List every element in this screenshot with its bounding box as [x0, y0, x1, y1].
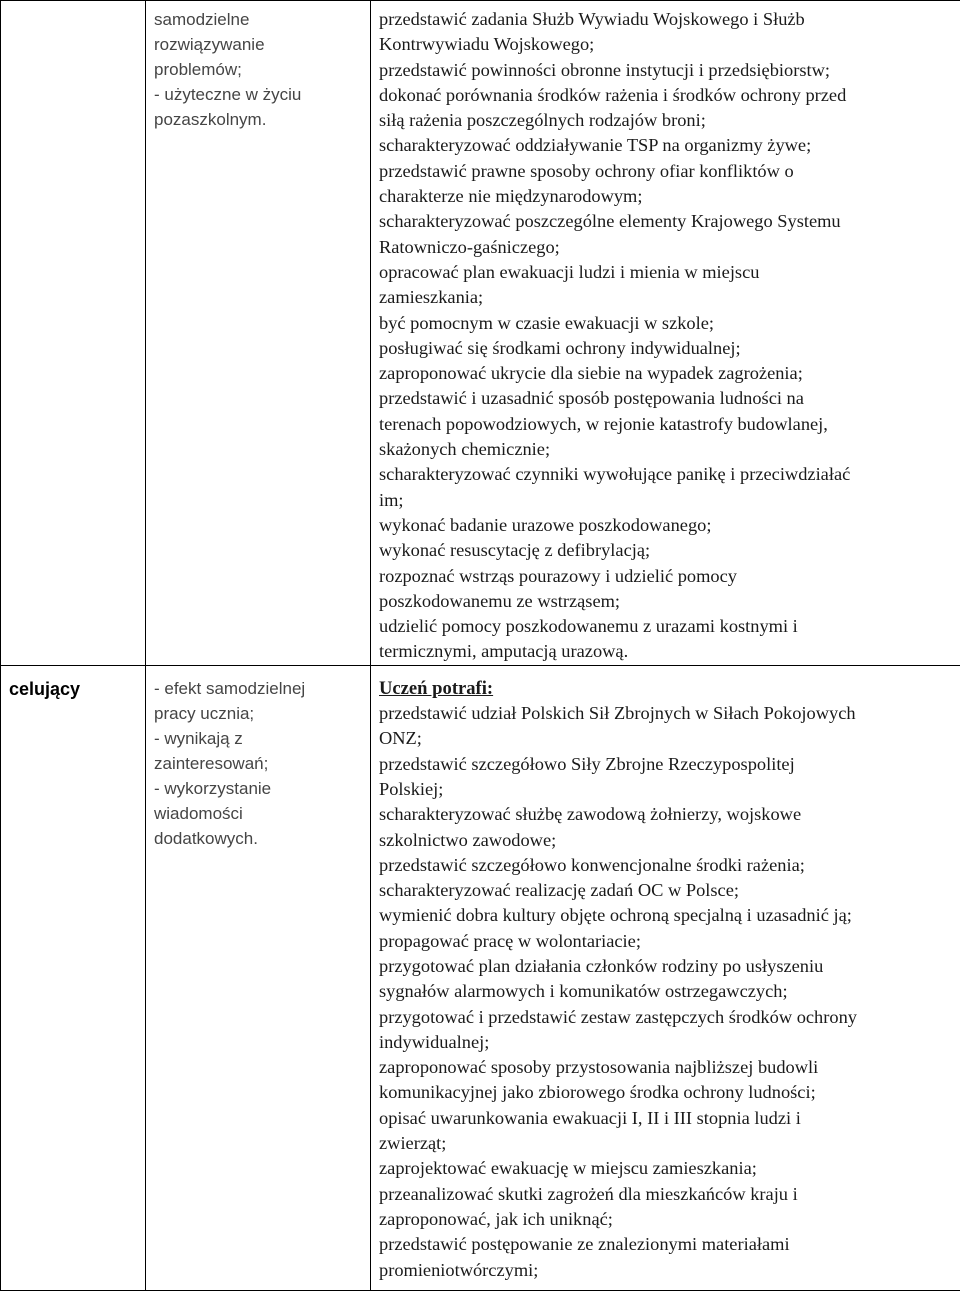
- criteria-line: wiadomości: [154, 801, 364, 826]
- criteria-line: pozaszkolnym.: [154, 107, 364, 132]
- skill-line: zwierząt;: [379, 1131, 954, 1156]
- skill-line: scharakteryzować służbę zawodową żołnierzy, wojskowe: [379, 802, 954, 827]
- skill-line: przedstawić udział Polskich Sił Zbrojnych w Siłach Pokojowych: [379, 701, 954, 726]
- skill-line: zaproponować sposoby przystosowania najbliższej budowli: [379, 1055, 954, 1080]
- skill-line: termicznymi, amputacją urazową.: [379, 639, 954, 664]
- skill-line: zaprojektować ewakuację w miejscu zamieszkania;: [379, 1156, 954, 1181]
- grade-cell: [1, 1, 146, 666]
- criteria-line: - użyteczne w życiu: [154, 82, 364, 107]
- skills-list: [371, 1, 960, 665]
- skill-line: przygotować plan działania członków rodziny po usłyszeniu: [379, 954, 954, 979]
- criteria-cell: [146, 1, 371, 666]
- skill-line: zaproponować, jak ich uniknąć;: [379, 1207, 954, 1232]
- criteria-line: - wykorzystanie: [154, 776, 364, 801]
- table-row: [1, 1, 960, 666]
- skill-line: Ratowniczo-gaśniczego;: [379, 235, 954, 260]
- skill-line: Kontrwywiadu Wojskowego;: [379, 32, 954, 57]
- skill-line: terenach popowodziowych, w rejonie katastrofy budowlanej,: [379, 412, 954, 437]
- criteria-line: dodatkowych.: [154, 826, 364, 851]
- skill-line: rozpoznać wstrząs pourazowy i udzielić pomocy: [379, 564, 954, 589]
- skill-line: przedstawić postępowanie ze znalezionymi materiałami: [379, 1232, 954, 1257]
- skill-line: scharakteryzować poszczególne elementy Krajowego Systemu: [379, 209, 954, 234]
- skills-cell: [371, 1, 960, 666]
- skill-line: sygnałów alarmowych i komunikatów ostrzegawczych;: [379, 979, 954, 1004]
- skill-line: przedstawić powinności obronne instytucji i przedsiębiorstw;: [379, 58, 954, 83]
- skill-line: im;: [379, 488, 954, 513]
- skill-line: dokonać porównania środków rażenia i środków ochrony przed: [379, 83, 954, 108]
- criteria-line: rozwiązywanie: [154, 32, 364, 57]
- skill-line: opisać uwarunkowania ewakuacji I, II i III stopnia ludzi i: [379, 1106, 954, 1131]
- criteria-line: problemów;: [154, 57, 364, 82]
- skill-line: scharakteryzować realizację zadań OC w Polsce;: [379, 878, 954, 903]
- skill-line: poszkodowanemu ze wstrząsem;: [379, 589, 954, 614]
- skill-line: przedstawić prawne sposoby ochrony ofiar konfliktów o: [379, 159, 954, 184]
- skill-line: zamieszkania;: [379, 285, 954, 310]
- skill-line: wykonać resuscytację z defibrylacją;: [379, 538, 954, 563]
- skill-line: przedstawić i uzasadnić sposób postępowania ludności na: [379, 386, 954, 411]
- skill-line: posługiwać się środkami ochrony indywidualnej;: [379, 336, 954, 361]
- skill-line: przedstawić zadania Służb Wywiadu Wojskowego i Służb: [379, 7, 954, 32]
- skill-line: scharakteryzować czynniki wywołujące panikę i przeciwdziałać: [379, 462, 954, 487]
- criteria-line: pracy ucznia;: [154, 701, 364, 726]
- criteria-text: [146, 666, 370, 851]
- skill-line: promieniotwórczymi;: [379, 1258, 954, 1283]
- grade-label: celujący: [1, 666, 145, 702]
- criteria-text: [146, 1, 370, 132]
- skill-line: komunikacyjnej jako zbiorowego środka ochrony ludności;: [379, 1080, 954, 1105]
- section-heading: Uczeń potrafi:: [379, 676, 954, 701]
- skill-line: skażonych chemicznie;: [379, 437, 954, 462]
- skill-line: przeanalizować skutki zagrożeń dla mieszkańców kraju i: [379, 1182, 954, 1207]
- skill-line: być pomocnym w czasie ewakuacji w szkole;: [379, 311, 954, 336]
- criteria-cell: [146, 665, 371, 1290]
- criteria-line: - efekt samodzielnej: [154, 676, 364, 701]
- skill-line: ONZ;: [379, 726, 954, 751]
- table-row: [1, 665, 960, 1290]
- skills-list: [371, 666, 960, 1283]
- criteria-line: - wynikają z: [154, 726, 364, 751]
- skill-line: indywidualnej;: [379, 1030, 954, 1055]
- skill-line: scharakteryzować oddziaływanie TSP na organizmy żywe;: [379, 133, 954, 158]
- skill-line: zaproponować ukrycie dla siebie na wypadek zagrożenia;: [379, 361, 954, 386]
- criteria-line: samodzielne: [154, 7, 364, 32]
- skill-line: szkolnictwo zawodowe;: [379, 828, 954, 853]
- skill-line: opracować plan ewakuacji ludzi i mienia w miejscu: [379, 260, 954, 285]
- grade-cell: [1, 665, 146, 1290]
- skill-line: charakterze nie międzynarodowym;: [379, 184, 954, 209]
- grade-label: [1, 1, 145, 11]
- skill-line: przedstawić szczegółowo Siły Zbrojne Rzeczypospolitej: [379, 752, 954, 777]
- skill-line: przygotować i przedstawić zestaw zastępczych środków ochrony: [379, 1005, 954, 1030]
- criteria-line: zainteresowań;: [154, 751, 364, 776]
- skill-line: wymienić dobra kultury objęte ochroną specjalną i uzasadnić ją;: [379, 903, 954, 928]
- skill-line: wykonać badanie urazowe poszkodowanego;: [379, 513, 954, 538]
- skill-line: udzielić pomocy poszkodowanemu z urazami kostnymi i: [379, 614, 954, 639]
- skill-line: siłą rażenia poszczególnych rodzajów broni;: [379, 108, 954, 133]
- skill-line: propagować pracę w wolontariacie;: [379, 929, 954, 954]
- skill-line: Polskiej;: [379, 777, 954, 802]
- skills-cell: [371, 665, 960, 1290]
- skill-line: przedstawić szczegółowo konwencjonalne środki rażenia;: [379, 853, 954, 878]
